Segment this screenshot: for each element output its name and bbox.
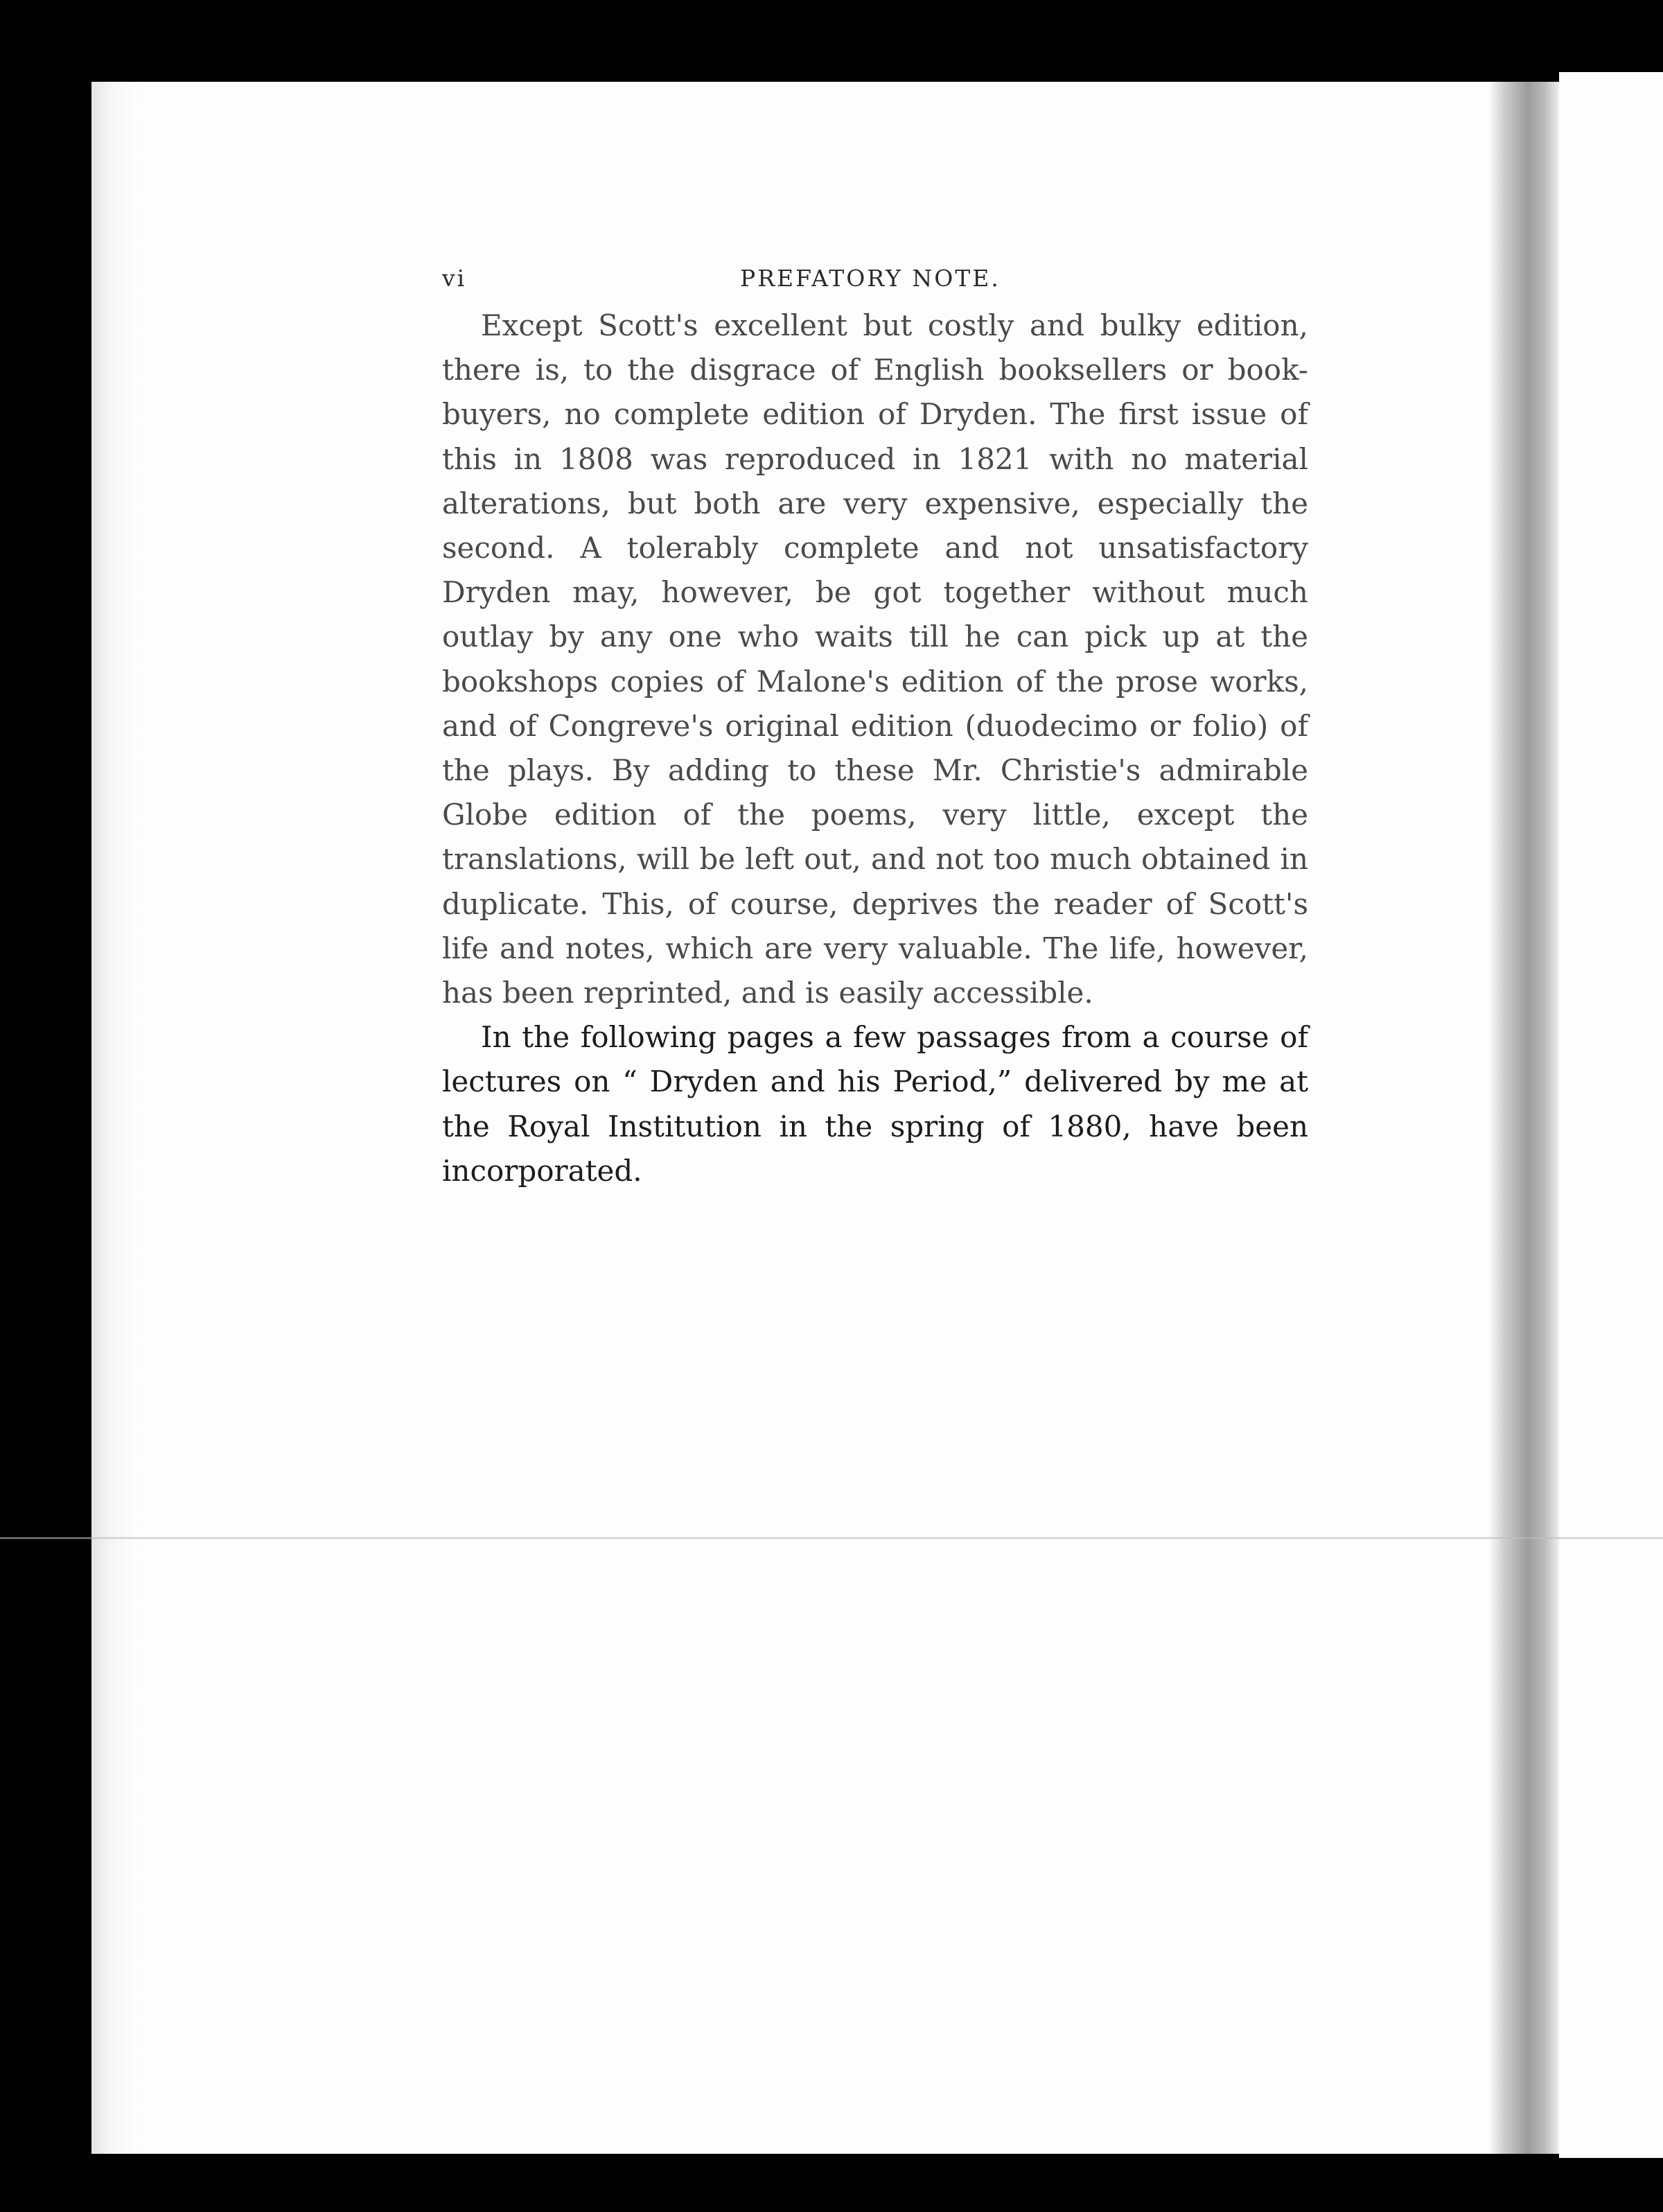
scan-artifact-line xyxy=(0,1537,1663,1539)
paragraph-editions: Except Scott's excellent but costly and bulky edition, there is, to the disgrace of English booksellers or book-buyers, no complete edition of Dryden. The first issue of this in 1808 was reproduced in 1821 with no material alterations, but both are very expensive, especially the second. A tolerably complete and not unsatisfactory Dryden may, however, be got together without much outlay by any one who waits till he can pick up at the bookshops copies of Malone's edition of the prose works, and of Congreve's original edition (duodecimo or folio) of the plays. By adding to these Mr. Christie's admirable Globe edition of the poems, very little, except the translations, will be left out, and not too much obtained in duplicate. This, of course, deprives the reader of Scott's life and notes, which are very valuable. The life, however, has been reprinted, and is easily accessible. xyxy=(442,308,1308,1010)
paragraph-lectures: In the following pages a few passages from a course of lectures on “ Dryden and his Period,” delivered by me at the Royal Institution in the spring of 1880, have been incorporated. xyxy=(442,1020,1308,1188)
book-gutter-shadow xyxy=(1490,82,1559,2154)
facing-page-edge xyxy=(1559,72,1663,2158)
page-edge xyxy=(91,82,140,2154)
page-number: vi xyxy=(442,265,467,292)
running-head-title: PREFATORY NOTE. xyxy=(740,265,1001,292)
page-header xyxy=(442,255,1308,304)
page-content xyxy=(442,255,1308,1193)
